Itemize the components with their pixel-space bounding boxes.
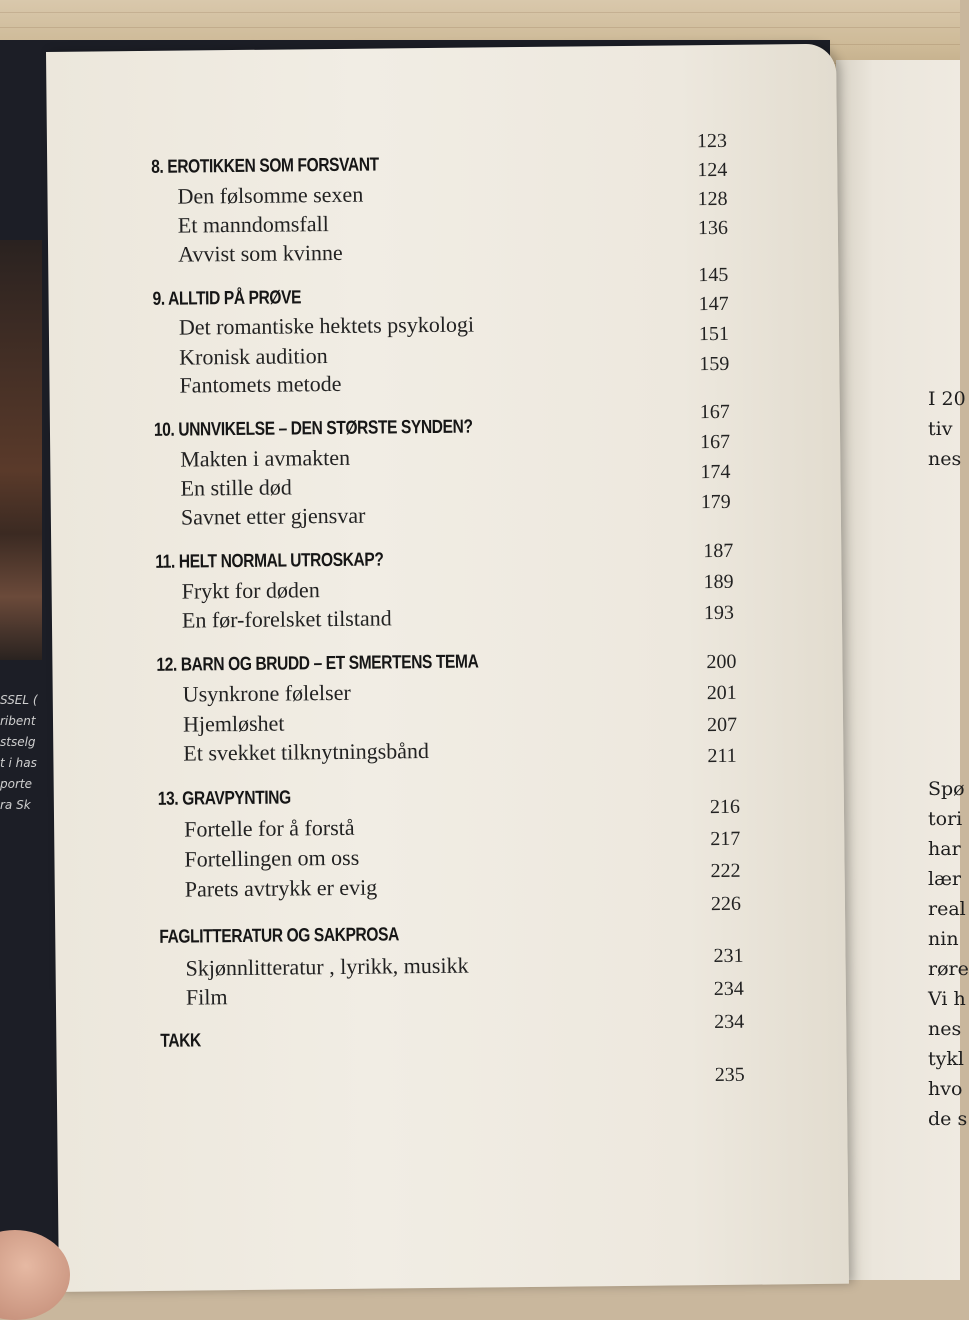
toc-section: Fortellingen om oss [184,844,360,872]
page-number: 211 [707,744,737,768]
toc-section: Film [185,984,228,1010]
page-number: 123 [696,129,728,153]
page-number: 128 [697,187,728,211]
toc-section: Et svekket tilknytningsbånd [183,738,430,766]
page-number: 217 [710,827,741,851]
facing-text: tiv [928,418,953,440]
toc-section: Avvist som kvinne [177,239,343,267]
facing-text: nin [928,928,959,950]
facing-text: hvo [928,1078,963,1100]
cover-text-line: stselg [0,735,36,749]
toc-section: Parets avtrykk er evig [184,874,378,902]
cover-photo [0,240,42,660]
page-number: 136 [697,216,728,240]
toc-section: Det romantiske hektets psykologi [178,311,475,340]
toc-section: Fortelle for å forstå [184,814,355,842]
facing-text: har [928,838,961,860]
facing-text: tori [928,808,963,830]
toc-section: Den følsomme sexen [177,181,364,209]
page-number: 147 [698,292,729,316]
page-number: 159 [699,352,730,376]
cover-text-line: ribent [0,714,36,728]
page-number: 193 [703,601,735,625]
toc-chapter: TAKK [160,1030,201,1052]
toc-section: En før-forelsket tilstand [181,605,392,633]
toc-chapter: 8. EROTIKKEN SOM FORSVANT [151,154,379,178]
page-number: 235 [714,1063,745,1087]
toc-chapter: FAGLITTERATUR OG SAKPROSA [159,924,399,948]
cover-text-line: t i has [0,756,37,770]
page-number: 234 [714,1010,745,1034]
page-number: 226 [710,892,742,916]
facing-page [836,60,969,1280]
toc-chapter: 11. HELT NORMAL UTROSKAP? [155,549,384,573]
toc-section: Frykt for døden [181,577,320,604]
toc-chapter: 10. UNNVIKELSE – DEN STØRSTE SYNDEN? [153,416,473,441]
toc-section: En stille død [180,474,292,501]
page-number: 200 [706,650,737,674]
cover-text-line: ra Sk [0,798,31,812]
page-number: 234 [713,977,744,1001]
page-number: 167 [700,430,731,454]
cover-text-line: porte [0,777,32,791]
toc-chapter: 13. GRAVPYNTING [157,787,291,810]
facing-text: Spø [928,778,965,800]
facing-text: real [928,898,966,920]
toc-section: Kronisk audition [179,343,328,370]
page-number: 201 [706,681,737,705]
facing-text: røre [928,958,969,980]
facing-text: de s [928,1108,968,1130]
page-number: 207 [706,713,738,737]
toc-section: Fantomets metode [179,370,342,398]
page-number: 189 [703,570,734,594]
page-number: 174 [700,460,731,484]
page-number: 216 [709,795,741,819]
page-number: 179 [700,490,731,514]
facing-text: Vi h [928,988,966,1010]
toc-section: Makten i avmakten [180,444,351,472]
page-number: 231 [713,944,744,968]
page-number: 167 [699,400,730,424]
facing-text: nes [928,1018,962,1040]
page-number: 145 [698,263,729,287]
toc-section: Savnet etter gjensvar [180,502,366,530]
page-number: 124 [697,158,728,182]
facing-text: lær [928,868,962,890]
page-number: 222 [710,859,741,883]
toc-chapter: 12. BARN OG BRUDD – ET SMERTENS TEMA [156,651,479,676]
toc-section: Skjønnlitteratur , lyrikk, musikk [185,952,469,981]
facing-text: I 20 [928,388,966,410]
cover-text-line: SSEL ( [0,693,38,707]
cover-text [0,690,44,816]
contents-page [46,44,849,1292]
page-number: 187 [703,539,734,563]
toc-chapter: 9. ALLTID PÅ PRØVE [152,287,302,310]
toc-section: Hjemløshet [182,710,285,737]
facing-text: tykl [928,1048,964,1070]
toc-section: Usynkrone følelser [182,679,351,707]
facing-text: nes [928,448,962,470]
page-number: 151 [698,322,730,346]
toc-section: Et manndomsfall [177,211,329,238]
